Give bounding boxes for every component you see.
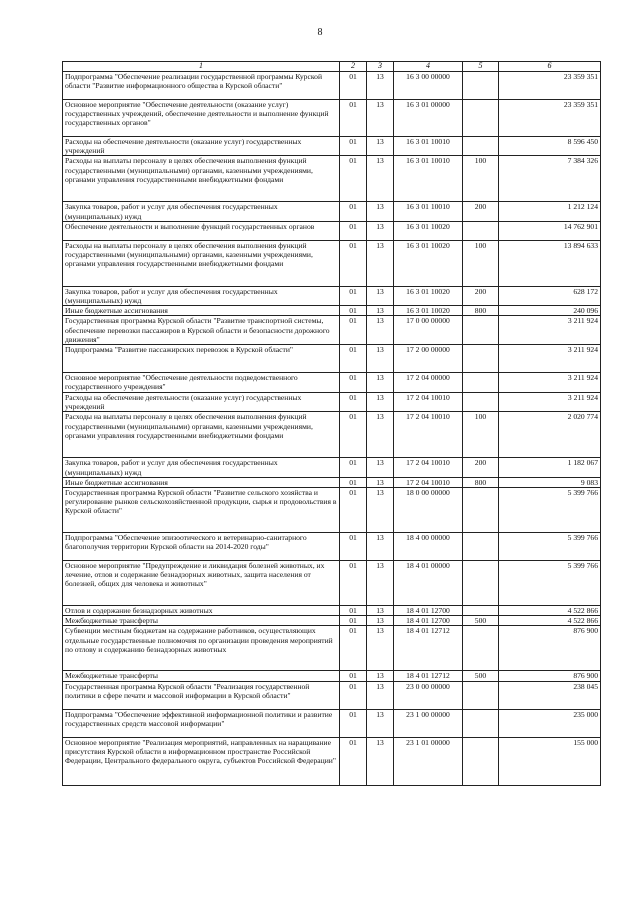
row-amount-cell: 3 211 924	[499, 393, 601, 412]
row-code-cell: 01	[340, 137, 367, 156]
table-row	[63, 412, 601, 458]
table-row	[63, 286, 601, 305]
table-row	[63, 137, 601, 156]
row-code-cell: 01	[340, 221, 367, 240]
table-row	[63, 202, 601, 221]
table-row	[63, 737, 601, 785]
row-amount-cell: 1 212 124	[499, 202, 601, 221]
row-code-cell: 13	[367, 202, 394, 221]
row-code-cell: 13	[367, 306, 394, 316]
row-code-cell: 18 4 01 12712	[394, 626, 463, 671]
row-amount-cell: 5 399 766	[499, 561, 601, 606]
row-code-cell	[463, 221, 499, 240]
row-code-cell: 18 4 01 12700	[394, 606, 463, 616]
row-code-cell: 100	[463, 156, 499, 202]
table-row	[63, 100, 601, 137]
row-code-cell	[463, 561, 499, 606]
row-code-cell	[463, 137, 499, 156]
row-code-cell: 01	[340, 393, 367, 412]
column-header: 5	[463, 62, 499, 72]
row-name-cell: Расходы на выплаты персоналу в целях обеспечения выполнения функций государственными (муниципальными) органами, казенными учреждениями, органами управления государственными внебюджетными фондами	[63, 156, 340, 202]
table-row	[63, 373, 601, 393]
row-code-cell: 13	[367, 671, 394, 681]
table-row	[63, 488, 601, 533]
row-code-cell: 13	[367, 681, 394, 709]
row-code-cell: 16 3 01 10010	[394, 156, 463, 202]
column-header: 2	[340, 62, 367, 72]
row-amount-cell: 3 211 924	[499, 345, 601, 373]
row-code-cell: 13	[367, 137, 394, 156]
row-amount-cell: 3 211 924	[499, 316, 601, 345]
table-row	[63, 477, 601, 487]
row-name-cell: Расходы на выплаты персоналу в целях обеспечения выполнения функций государственными (муниципальными) органами, казенными учреждениями, органами управления государственными внебюджетными фондами	[63, 412, 340, 458]
row-code-cell: 500	[463, 616, 499, 626]
row-code-cell: 100	[463, 240, 499, 286]
row-amount-cell: 14 762 901	[499, 221, 601, 240]
row-code-cell: 17 2 04 10010	[394, 458, 463, 477]
row-code-cell: 01	[340, 306, 367, 316]
table-row	[63, 616, 601, 626]
row-code-cell: 18 4 01 12700	[394, 616, 463, 626]
row-name-cell: Расходы на выплаты персоналу в целях обеспечения выполнения функций государственными (муниципальными) органами, казенными учреждениями, органами управления государственными внебюджетными фондами	[63, 240, 340, 286]
row-name-cell: Основное мероприятие "Реализация мероприятий, направленных на наращивание присутствия Курской области в информационном пространстве Российской Федерации, Центрального федерального округа, субъектов Российской Федерации"	[63, 737, 340, 785]
row-code-cell: 13	[367, 72, 394, 100]
table-row	[63, 626, 601, 671]
row-code-cell: 01	[340, 240, 367, 286]
row-code-cell	[463, 100, 499, 137]
row-code-cell: 01	[340, 561, 367, 606]
row-amount-cell: 23 359 351	[499, 72, 601, 100]
column-header: 6	[499, 62, 601, 72]
row-name-cell: Основное мероприятие "Предупреждение и ликвидация болезней животных, их лечение, отлов и содержание безнадзорных животных, защита населения от болезней, общих для человека и животных"	[63, 561, 340, 606]
table-row	[63, 458, 601, 477]
budget-table	[62, 61, 601, 786]
row-name-cell: Расходы на обеспечение деятельности (оказание услуг) государственных учреждений	[63, 393, 340, 412]
table-row	[63, 533, 601, 561]
row-code-cell: 01	[340, 477, 367, 487]
row-code-cell: 01	[340, 286, 367, 305]
row-code-cell: 01	[340, 671, 367, 681]
row-code-cell: 13	[367, 156, 394, 202]
row-code-cell	[463, 316, 499, 345]
row-code-cell	[463, 626, 499, 671]
row-code-cell	[463, 393, 499, 412]
row-code-cell: 01	[340, 72, 367, 100]
row-code-cell: 01	[340, 533, 367, 561]
row-name-cell: Подпрограмма "Обеспечение реализации государственной программы Курской области "Развитие информационного общества в Курской области"	[63, 72, 340, 100]
column-header: 1	[63, 62, 340, 72]
row-code-cell: 01	[340, 156, 367, 202]
row-amount-cell: 4 522 866	[499, 616, 601, 626]
row-code-cell: 13	[367, 616, 394, 626]
row-code-cell	[463, 606, 499, 616]
row-code-cell: 100	[463, 412, 499, 458]
row-code-cell: 23 1 01 00000	[394, 737, 463, 785]
table-row	[63, 709, 601, 737]
row-name-cell: Межбюджетные трансферты	[63, 671, 340, 681]
table-row	[63, 671, 601, 681]
row-amount-cell: 5 399 766	[499, 488, 601, 533]
row-code-cell	[463, 488, 499, 533]
row-code-cell: 13	[367, 240, 394, 286]
row-code-cell: 17 2 04 10010	[394, 393, 463, 412]
row-code-cell: 13	[367, 626, 394, 671]
table-row	[63, 221, 601, 240]
table-row	[63, 72, 601, 100]
row-amount-cell: 2 020 774	[499, 412, 601, 458]
table-row	[63, 345, 601, 373]
table-row	[63, 393, 601, 412]
row-code-cell: 01	[340, 626, 367, 671]
row-code-cell: 13	[367, 606, 394, 616]
row-name-cell: Подпрограмма "Обеспечение эффективной информационной политики и развитие государственных средств массовой информации"	[63, 709, 340, 737]
table-row	[63, 306, 601, 316]
row-code-cell: 13	[367, 286, 394, 305]
row-code-cell: 13	[367, 533, 394, 561]
row-amount-cell: 240 096	[499, 306, 601, 316]
row-name-cell: Обеспечение деятельности и выполнение функций государственных органов	[63, 221, 340, 240]
row-code-cell: 23 1 00 00000	[394, 709, 463, 737]
row-name-cell: Подпрограмма "Развитие пассажирских перевозок в Курской области"	[63, 345, 340, 373]
row-code-cell: 23 0 00 00000	[394, 681, 463, 709]
row-code-cell: 01	[340, 100, 367, 137]
row-code-cell: 200	[463, 202, 499, 221]
row-amount-cell: 876 900	[499, 626, 601, 671]
row-name-cell: Иные бюджетные ассигнования	[63, 477, 340, 487]
row-code-cell: 13	[367, 488, 394, 533]
row-name-cell: Основное мероприятие "Обеспечение деятельности (оказание услуг) государственных учреждений, обеспечение деятельности и выполнение функций государственных органов"	[63, 100, 340, 137]
table-row	[63, 606, 601, 616]
row-code-cell: 13	[367, 737, 394, 785]
table-row	[63, 681, 601, 709]
row-amount-cell: 3 211 924	[499, 373, 601, 393]
row-name-cell: Межбюджетные трансферты	[63, 616, 340, 626]
row-name-cell: Отлов и содержание безнадзорных животных	[63, 606, 340, 616]
row-amount-cell: 155 000	[499, 737, 601, 785]
row-amount-cell: 7 384 326	[499, 156, 601, 202]
row-code-cell: 01	[340, 373, 367, 393]
row-code-cell: 01	[340, 616, 367, 626]
row-code-cell: 16 3 01 10010	[394, 202, 463, 221]
row-code-cell: 16 3 01 10020	[394, 286, 463, 305]
row-name-cell: Иные бюджетные ассигнования	[63, 306, 340, 316]
row-name-cell: Подпрограмма "Обеспечение эпизоотического и ветеринарно-санитарного благополучия территории Курской области на 2014-2020 годы"	[63, 533, 340, 561]
row-amount-cell: 5 399 766	[499, 533, 601, 561]
row-code-cell: 13	[367, 477, 394, 487]
row-code-cell: 17 0 00 00000	[394, 316, 463, 345]
row-name-cell: Государственная программа Курской области "Реализация государственной политики в сфере печати и массовой информации в Курской области"	[63, 681, 340, 709]
row-code-cell: 16 3 01 10020	[394, 240, 463, 286]
row-name-cell: Основное мероприятие "Обеспечение деятельности подведомственного государственного учреждения"	[63, 373, 340, 393]
row-code-cell: 01	[340, 412, 367, 458]
row-code-cell	[463, 72, 499, 100]
row-name-cell: Расходы на обеспечение деятельности (оказание услуг) государственных учреждений	[63, 137, 340, 156]
row-amount-cell: 235 000	[499, 709, 601, 737]
row-code-cell: 200	[463, 458, 499, 477]
row-code-cell	[463, 737, 499, 785]
row-code-cell: 13	[367, 458, 394, 477]
row-amount-cell: 1 182 067	[499, 458, 601, 477]
row-code-cell: 800	[463, 306, 499, 316]
row-code-cell: 800	[463, 477, 499, 487]
row-name-cell: Государственная программа Курской области "Развитие сельского хозяйства и регулирование рынков сельскохозяйственной продукции, сырья и продовольствия в Курской области"	[63, 488, 340, 533]
row-code-cell	[463, 709, 499, 737]
row-name-cell: Субвенции местным бюджетам на содержание работников, осуществляющих отдельные государственные полномочия по организации проведения мероприятий по отлову и содержанию безнадзорных животных	[63, 626, 340, 671]
table-header-row	[63, 62, 601, 72]
column-header: 3	[367, 62, 394, 72]
table-row	[63, 561, 601, 606]
row-amount-cell: 4 522 866	[499, 606, 601, 616]
row-name-cell: Государственная программа Курской области "Развитие транспортной системы, обеспечение перевозки пассажиров в Курской области и безопасности дорожного движения"	[63, 316, 340, 345]
row-code-cell: 17 2 04 00000	[394, 373, 463, 393]
row-code-cell: 01	[340, 202, 367, 221]
row-amount-cell: 238 045	[499, 681, 601, 709]
row-code-cell: 13	[367, 393, 394, 412]
row-amount-cell: 9 083	[499, 477, 601, 487]
row-code-cell: 01	[340, 458, 367, 477]
row-code-cell: 01	[340, 345, 367, 373]
row-code-cell: 18 0 00 00000	[394, 488, 463, 533]
row-code-cell: 200	[463, 286, 499, 305]
table-row	[63, 240, 601, 286]
row-code-cell: 13	[367, 100, 394, 137]
row-code-cell	[463, 373, 499, 393]
table-row	[63, 316, 601, 345]
row-amount-cell: 8 596 450	[499, 137, 601, 156]
row-name-cell: Закупка товаров, работ и услуг для обеспечения государственных (муниципальных) нужд	[63, 458, 340, 477]
row-code-cell: 16 3 01 10020	[394, 306, 463, 316]
row-code-cell: 13	[367, 221, 394, 240]
row-code-cell: 18 4 01 12712	[394, 671, 463, 681]
row-code-cell: 18 4 00 00000	[394, 533, 463, 561]
row-name-cell: Закупка товаров, работ и услуг для обеспечения государственных (муниципальных) нужд	[63, 202, 340, 221]
row-code-cell: 01	[340, 488, 367, 533]
row-code-cell: 01	[340, 681, 367, 709]
row-code-cell: 13	[367, 345, 394, 373]
row-code-cell: 13	[367, 561, 394, 606]
row-code-cell	[463, 533, 499, 561]
row-code-cell: 500	[463, 671, 499, 681]
row-code-cell: 13	[367, 709, 394, 737]
row-code-cell: 16 3 01 10020	[394, 221, 463, 240]
row-amount-cell: 628 172	[499, 286, 601, 305]
row-code-cell	[463, 681, 499, 709]
table-row	[63, 156, 601, 202]
row-code-cell: 01	[340, 737, 367, 785]
row-code-cell: 17 2 04 10010	[394, 412, 463, 458]
row-code-cell: 01	[340, 316, 367, 345]
row-code-cell: 13	[367, 412, 394, 458]
column-header: 4	[394, 62, 463, 72]
row-amount-cell: 13 894 633	[499, 240, 601, 286]
row-code-cell: 17 2 04 10010	[394, 477, 463, 487]
row-code-cell: 13	[367, 316, 394, 345]
row-code-cell: 01	[340, 606, 367, 616]
row-code-cell: 01	[340, 709, 367, 737]
row-code-cell: 16 3 01 10010	[394, 137, 463, 156]
row-code-cell	[463, 345, 499, 373]
page-number: 8	[317, 27, 323, 38]
row-code-cell: 18 4 01 00000	[394, 561, 463, 606]
row-name-cell: Закупка товаров, работ и услуг для обеспечения государственных (муниципальных) нужд	[63, 286, 340, 305]
row-amount-cell: 23 359 351	[499, 100, 601, 137]
row-amount-cell: 876 900	[499, 671, 601, 681]
row-code-cell: 16 3 01 00000	[394, 100, 463, 137]
row-code-cell: 16 3 00 00000	[394, 72, 463, 100]
row-code-cell: 13	[367, 373, 394, 393]
row-code-cell: 17 2 00 00000	[394, 345, 463, 373]
